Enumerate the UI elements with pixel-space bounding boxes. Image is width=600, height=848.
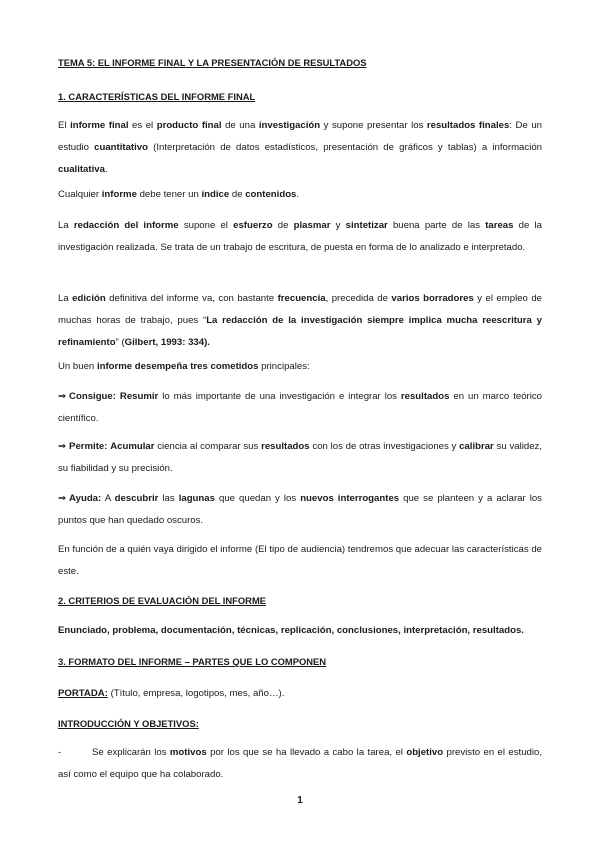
- paragraph-informe-final: El informe final es el producto final de una investigación y supone presentar los resultados finales: De un estudio cuantitativo (Interpretación de datos estadísticos, presentación de gráficos y tablas) a información cualitativa.: [58, 120, 542, 175]
- page-number: 1: [297, 795, 303, 806]
- section-3-heading: 3. FORMATO DEL INFORME – PARTES QUE LO COMPONEN: [58, 656, 327, 667]
- paragraph-redaccion: La redacción del informe supone el esfuerzo de plasmar y sintetizar buena parte de las tareas de la investigación realizada. Se trata de un trabajo de escritura, de puesta en forma de lo analizado e interpretado.: [58, 220, 542, 253]
- arrow-right-icon: ⇒: [58, 391, 67, 402]
- bullet-consigue: ⇒ Consigue: Resumir lo más importante de una investigación e integrar los resultados en un marco teórico científico.: [58, 391, 542, 424]
- introduccion-heading: INTRODUCCIÓN Y OBJETIVOS:: [58, 718, 199, 729]
- introduccion-item: - Se explicarán los motivos por los que se ha llevado a cabo la tarea, el objetivo previsto en el estudio, así como el equipo que ha colaborado.: [58, 747, 542, 780]
- paragraph-indice: Cualquier informe debe tener un índice de contenidos.: [58, 189, 300, 200]
- bullet-permite: ⇒ Permite: Acumular ciencia al comparar sus resultados con los de otras investigaciones y calibrar su validez, su fiabilidad y su precisión.: [58, 441, 542, 474]
- arrow-right-icon: ⇒: [58, 493, 67, 504]
- bullet-ayuda: ⇒ Ayuda: A descubrir las lagunas que quedan y los nuevos interrogantes que se planteen y a aclarar los puntos que han quedado oscuros.: [58, 493, 542, 526]
- criterios-list: Enunciado, problema, documentación, técnicas, replicación, conclusiones, interpretación, resultados.: [58, 625, 524, 636]
- paragraph-edicion: La edición definitiva del informe va, con bastante frecuencia, precedida de varios borradores y el empleo de muchas horas de trabajo, pues “La redacción de la investigación siempre implica mucha reescritura y refinamiento” (Gilbert, 1993: 334).: [58, 293, 542, 348]
- section-1-heading: 1. CARACTERÍSTICAS DEL INFORME FINAL: [58, 91, 256, 102]
- paragraph-audiencia: En función de a quién vaya dirigido el informe (El tipo de audiencia) tendremos que adecuar las características de este.: [58, 544, 542, 577]
- section-2-heading: 2. CRITERIOS DE EVALUACIÓN DEL INFORME: [58, 595, 267, 606]
- portada-line: PORTADA: (Título, empresa, logotipos, mes, año…).: [58, 688, 285, 699]
- document-title: TEMA 5: EL INFORME FINAL Y LA PRESENTACIÓN DE RESULTADOS: [58, 57, 367, 68]
- paragraph-cometidos: Un buen informe desempeña tres cometidos principales:: [58, 361, 310, 372]
- arrow-right-icon: ⇒: [58, 441, 67, 452]
- document-page: [58, 0, 542, 848]
